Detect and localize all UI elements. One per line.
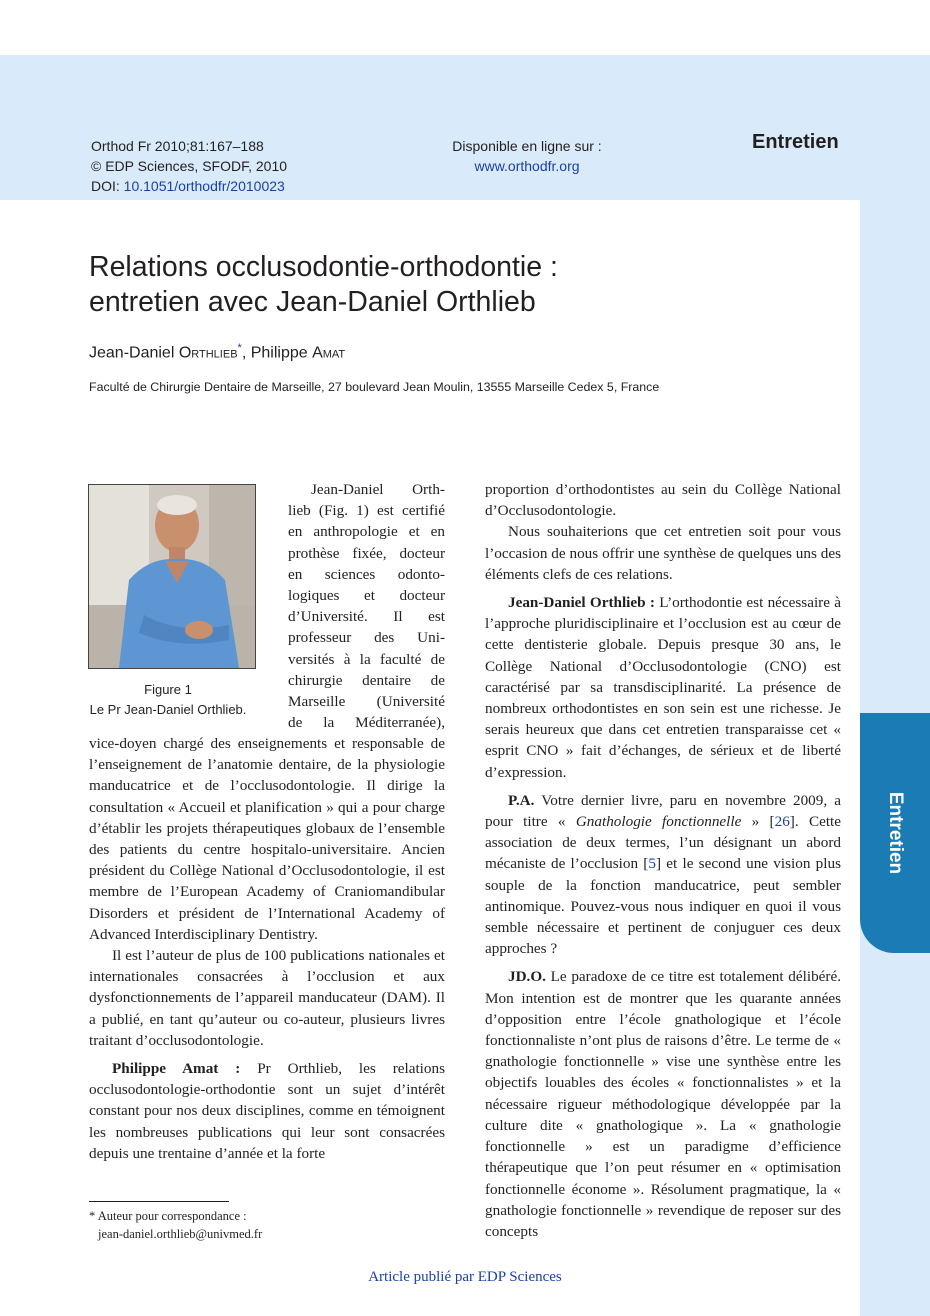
footnote-mark: * xyxy=(89,1209,98,1223)
author-1-first: Jean-Daniel xyxy=(89,344,179,362)
speaker-label: JD.O. xyxy=(508,968,546,986)
correspondence-mark[interactable]: * xyxy=(237,342,242,354)
figure-caption xyxy=(84,680,252,720)
side-tab-label: Entretien xyxy=(885,791,906,875)
doi-label: DOI: xyxy=(91,178,124,194)
footnote-label: Auteur pour correspondance : xyxy=(97,1209,247,1223)
wrap-line: Jean-Daniel Orth- xyxy=(311,481,445,498)
paragraph-text: Le paradoxe de ce titre est totalement délibéré. Mon intention est de montrer que les quarante années d’opposition entre l’école gnathologique et l’école fonctionnaliste n’ont plus de raisons d’être. Le terme de « gnathologie fonctionnelle » vise une synthèse entre les objectifs louables des écoles « fonctionnalistes » et la nécessaire rigueur méthodologique développée par la culture dite « gnathologique ». La « gnathologie fonctionnelle » est un paradigme d’efficience thérapeutique que l’on peut résumer en « optimisation fonctionnelle économe ». Résolument pragmatique, la « gnathologie fonctionnelle » revendique de reposer sur des concepts xyxy=(485,968,841,1240)
footnote-divider xyxy=(89,1201,229,1202)
paragraph-request: Nous souhaiterions que cet entretien soit pour vous l’occasion de nous offrir une synthèse de quelques uns des éléments clefs de ces relations. xyxy=(485,523,841,583)
online-label: Disponible en ligne sur : xyxy=(452,138,602,154)
correspondence-email[interactable]: jean-daniel.orthlieb@univmed.fr xyxy=(98,1227,263,1241)
title-line-2: entretien avec Jean-Daniel Orthlieb xyxy=(89,286,536,318)
article-title xyxy=(89,250,789,320)
doi-link[interactable]: 10.1051/orthodfr/2010023 xyxy=(123,178,285,194)
left-column xyxy=(89,733,445,1164)
paragraph-text: Pr Orthlieb, les relations occlusodontologie-orthodontie sont un sujet d’intérêt constant pour nos deux disciplines, comme en témoignent les nombreuses publications qui leur sont consacrées depuis une trentaine d’année et la forte xyxy=(89,1060,445,1162)
book-title: Gnathologie fonctionnelle xyxy=(575,813,742,831)
author-photo xyxy=(88,484,256,669)
wrap-line: logiques et docteur xyxy=(288,587,445,605)
affiliation: Faculté de Chirurgie Dentaire de Marseille, 27 boulevard Jean Moulin, 13555 Marseille Cedex 5, France xyxy=(89,380,660,394)
journal-info xyxy=(91,136,287,196)
author-2-last: Amat xyxy=(312,344,346,362)
paragraph-text: » [ xyxy=(741,813,775,831)
wrap-line: en sciences odonto- xyxy=(288,565,445,583)
wrap-line: chirurgie dentaire de xyxy=(288,671,445,689)
online-url-link[interactable]: www.orthodfr.org xyxy=(474,158,580,174)
journal-citation: Orthod Fr 2010;81:167–188 xyxy=(91,138,264,154)
doi xyxy=(91,176,287,196)
wrap-line: prothèse fixée, docteur xyxy=(288,544,445,562)
publisher-footer-link[interactable]: Article publié par EDP Sciences xyxy=(368,1269,562,1285)
author-list xyxy=(89,342,345,362)
section-side-tab xyxy=(860,713,930,953)
wrap-line: Marseille (Université xyxy=(288,693,445,711)
speaker-label: Philippe Amat : xyxy=(112,1060,241,1078)
footnote xyxy=(89,1207,262,1243)
paragraph-text: Votre dernier livre, paru en novembre 2009, a pour titre « xyxy=(485,791,841,831)
wrap-line: de la Méditerranée), xyxy=(288,714,445,732)
paragraph-text: L’orthodontie est nécessaire à l’approche pluridisciplinaire et l’occlusion est au cœur de cette dentisterie globale. Depuis presque 30 ans, le Collège National d’Occlusodontologie (CNO) est caractérisé par sa transdisciplinarité. La présence de nombreux orthodontistes en son sein est une richesse. Je serais heureux que dans cet entretien transparaisse cet « esprit CNO » fait d’échanges, de sérieux et de liberté d’expression. xyxy=(485,594,841,781)
online-availability xyxy=(447,136,607,176)
speaker-label: Jean-Daniel Orthlieb : xyxy=(508,594,655,612)
copyright: © EDP Sciences, SFODF, 2010 xyxy=(91,158,288,174)
wrap-line: professeur des Uni- xyxy=(288,629,445,647)
citation-link[interactable]: 5 xyxy=(648,855,656,873)
paragraph-answer-1 xyxy=(485,592,841,783)
wrap-line: d’Université. Il est xyxy=(288,608,445,626)
paragraph-bio-continued: vice-doyen chargé des enseignements et responsable de l’enseignement de l’anatomie dentaire, de la physiologie manducatrice et de l’occlusodontologie. Il dirige la consultation « Accueil et planification » qui a pour charge d’établir les projets thérapeutiques globaux de l’ensemble des patients du centre hospitalo-universitaire. Ancien président du Collège National d’Occlusodontologie, il est membre de l’European Academy of Craniomandibular Disorders et président de l’International Academy of Advanced Interdisciplinary Dentistry. xyxy=(89,735,445,943)
citation-link[interactable]: 26 xyxy=(774,813,790,831)
wrap-line: en anthropologie et en xyxy=(288,523,445,541)
author-1-last: Orthlieb xyxy=(178,344,238,362)
paragraph-continued: proportion d’orthodontistes au sein du Collège National d’Occlusodontologie. xyxy=(485,481,841,520)
right-column xyxy=(485,479,841,1242)
figure-label: Figure 1 xyxy=(144,682,192,697)
figure-caption-text: Le Pr Jean-Daniel Orthlieb. xyxy=(89,702,247,717)
paragraph-publications: Il est l’auteur de plus de 100 publications nationales et internationales consacrées à l’occlusion et aux dysfonctionnements de l’appareil manducateur (DAM). Il a publié, en tant qu’auteur ou co-auteur, plusieurs livres traitant d’occlusodontologie. xyxy=(89,947,445,1049)
paragraph-answer-2 xyxy=(485,966,841,1242)
paragraph-question-2 xyxy=(485,790,841,960)
wrap-line: versités à la faculté de xyxy=(288,650,445,668)
paragraph-text: ] et le second une vision plus souple de la fonction manducatrice, peut sembler antinomique. Pouvez-vous nous indiquer en quoi il vous semble nécessaire et pertinent de conjuguer ces deux approches ? xyxy=(485,855,841,958)
title-line-1: Relations occlusodontie-orthodontie : xyxy=(89,251,558,283)
paragraph-question-1 xyxy=(89,1058,445,1164)
author-2-first: , Philippe xyxy=(241,344,313,362)
wrap-line: lieb (Fig. 1) est certifié xyxy=(288,502,445,520)
paragraph-text: ]. Cette association de deux termes, l’un désignant un abord mécaniste de l’occlusion [ xyxy=(485,813,842,873)
speaker-label: P.A. xyxy=(508,791,535,809)
section-heading: Entretien xyxy=(752,131,839,153)
wrap-text-block xyxy=(288,479,445,733)
